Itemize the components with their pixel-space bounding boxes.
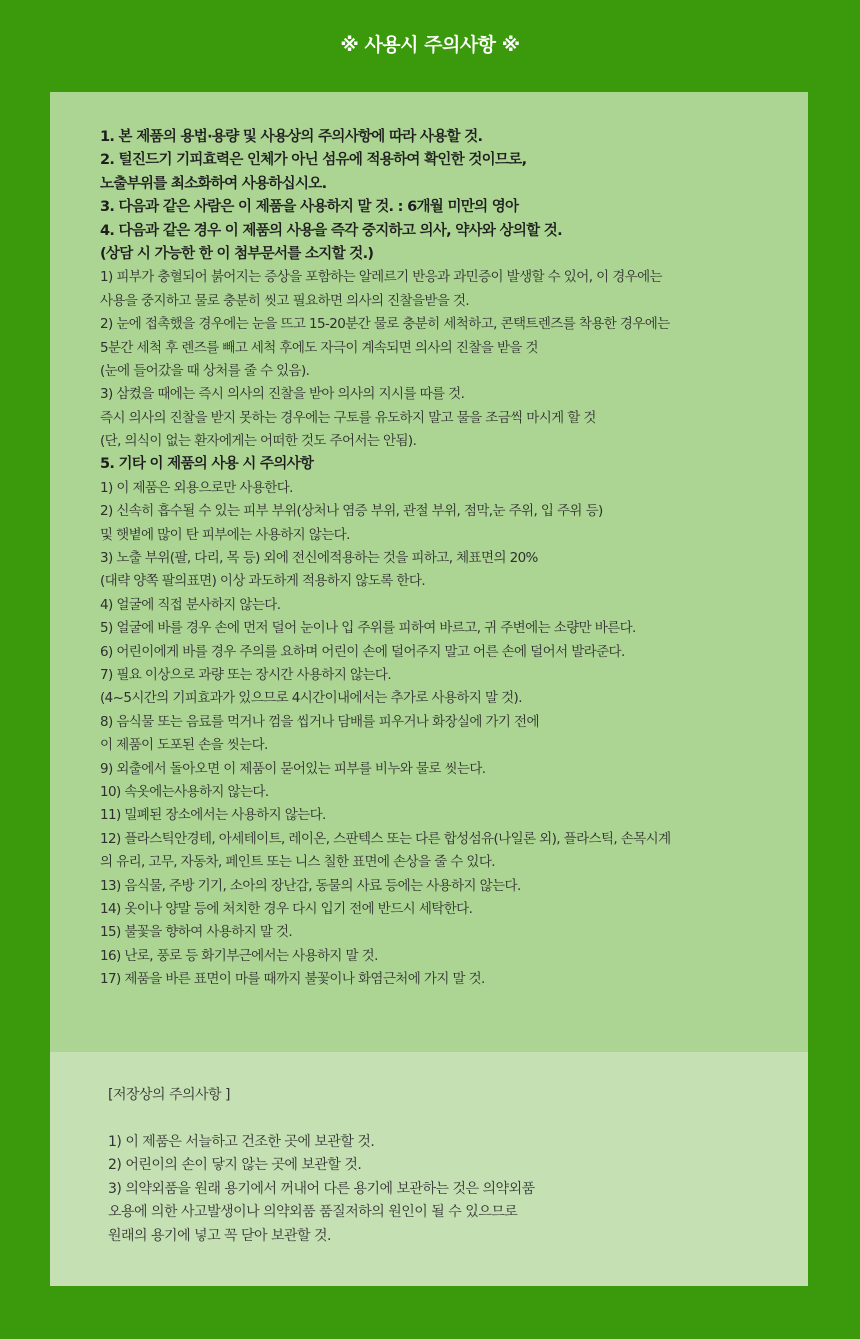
precaution-heading-line: 1. 본 제품의 용법·용량 및 사용상의 주의사항에 따라 사용할 것. (100, 129, 483, 145)
precaution-line: 12) 플라스틱안경테, 아세테이트, 레이온, 스판텍스 또는 다른 합성섬유(나일론 외), 플라스틱, 손목시계 (100, 830, 671, 847)
precaution-line: 9) 외출에서 돌아오면 이 제품이 묻어있는 피부를 비누와 물로 씻는다. (100, 760, 486, 777)
storage-line: 3) 의약외품을 원래 용기에서 꺼내어 다른 용기에 보관하는 것은 의약외품 (108, 1180, 535, 1197)
precaution-line: 2) 신속히 흡수될 수 있는 피부 부위(상처나 염증 부위, 관절 부위, 점막,눈 주위, 입 주위 등) (100, 503, 603, 520)
precautions-panel (50, 92, 808, 1052)
precaution-line: 즉시 의사의 진찰을 받지 못하는 경우에는 구토를 유도하지 말고 물을 조금씩 마시게 할 것 (100, 409, 596, 426)
storage-panel (50, 1052, 808, 1286)
precaution-line: 의 유리, 고무, 자동차, 페인트 또는 니스 칠한 표면에 손상을 줄 수 있다. (100, 854, 495, 871)
precaution-line: 16) 난로, 풍로 등 화기부근에서는 사용하지 말 것. (100, 947, 378, 964)
precaution-line: 및 햇볕에 많이 탄 피부에는 사용하지 않는다. (100, 526, 350, 543)
precaution-line: 1) 이 제품은 외용으로만 사용한다. (100, 479, 293, 496)
precaution-line: (단, 의식이 없는 환자에게는 어떠한 것도 주어서는 안됨). (100, 433, 417, 450)
precaution-line: 11) 밀폐된 장소에서는 사용하지 않는다. (100, 807, 326, 824)
precaution-line: 이 제품이 도포된 손을 씻는다. (100, 737, 268, 754)
precaution-line: 8) 음식물 또는 음료를 먹거나 껌을 씹거나 담배를 피우거나 화장실에 가기 전에 (100, 713, 539, 730)
precaution-line: 6) 어린이에게 바를 경우 주의를 요하며 어린이 손에 덜어주지 말고 어른 손에 덜어서 발라준다. (100, 643, 625, 660)
precaution-line: 3) 노출 부위(팔, 다리, 목 등) 외에 전신에적용하는 것을 피하고, 체표면의 20% (100, 550, 538, 567)
precaution-heading-line: 노출부위를 최소화하여 사용하십시오. (100, 175, 327, 192)
precaution-line: (눈에 들어갔을 때 상처를 줄 수 있음). (100, 362, 310, 379)
precaution-heading-line: (상담 시 가능한 한 이 첨부문서를 소지할 것.) (100, 245, 374, 262)
page-title: ※ 사용시 주의사항 ※ (340, 33, 520, 56)
precaution-line: 14) 옷이나 양말 등에 처치한 경우 다시 입기 전에 반드시 세탁한다. (100, 900, 473, 917)
precaution-line: 10) 속옷에는사용하지 않는다. (100, 783, 269, 800)
storage-line: 2) 어린이의 손이 닿지 않는 곳에 보관할 것. (108, 1157, 362, 1173)
precaution-heading-line: 4. 다음과 같은 경우 이 제품의 사용을 즉각 중지하고 의사, 약사와 상의할 것. (100, 222, 562, 239)
precaution-line: 7) 필요 이상으로 과량 또는 장시간 사용하지 않는다. (100, 666, 392, 683)
precaution-line: 4) 얼굴에 직접 분사하지 않는다. (100, 596, 281, 613)
precaution-heading-line: 2. 털진드기 기피효력은 인체가 아닌 섬유에 적용하여 확인한 것이므로, (100, 152, 527, 169)
precaution-line: 1) 피부가 충혈되어 붉어지는 증상을 포함하는 알레르기 반응과 과민증이 발생할 수 있어, 이 경우에는 (100, 269, 662, 286)
storage-line: 원래의 용기에 넣고 꼭 닫아 보관할 것. (108, 1227, 332, 1244)
precaution-line: 2) 눈에 접촉했을 경우에는 눈을 뜨고 15-20분간 물로 충분히 세척하고, 콘택트렌즈를 착용한 경우에는 (100, 316, 670, 333)
page-header (0, 0, 860, 92)
precaution-line: 사용을 중지하고 물로 충분히 씻고 필요하면 의사의 진찰을받을 것. (100, 292, 470, 309)
storage-list (108, 1084, 788, 1248)
precaution-line: (4~5시간의 기피효과가 있으므로 4시간이내에서는 추가로 사용하지 말 것). (100, 690, 522, 707)
precaution-heading-line: 3. 다음과 같은 사람은 이 제품을 사용하지 말 것. : 6개월 미만의 영아 (100, 199, 519, 216)
precautions-list (100, 126, 800, 991)
storage-title: [저장상의 주의사항 ] (108, 1087, 231, 1103)
precaution-line: 3) 삼켰을 때에는 즉시 의사의 진찰을 받아 의사의 지시를 따를 것. (100, 386, 465, 403)
precaution-line: 17) 제품을 바른 표면이 마를 때까지 불꽃이나 화염근처에 가지 말 것. (100, 971, 485, 988)
precaution-line: 5분간 세척 후 렌즈를 빼고 세척 후에도 자극이 계속되면 의사의 진찰을 받을 것 (100, 339, 538, 356)
storage-line: 1) 이 제품은 서늘하고 건조한 곳에 보관할 것. (108, 1133, 375, 1150)
precaution-line: 13) 음식물, 주방 기기, 소아의 장난감, 동물의 사료 등에는 사용하지 않는다. (100, 877, 521, 894)
precaution-line: 5) 얼굴에 바를 경우 손에 먼저 덜어 눈이나 입 주위를 피하여 바르고, 귀 주변에는 소량만 바른다. (100, 620, 636, 637)
precaution-heading-line: 5. 기타 이 제품의 사용 시 주의사항 (100, 456, 314, 473)
precaution-line: 15) 불꽃을 향하여 사용하지 말 것. (100, 924, 293, 941)
precaution-line: (대략 양쪽 팔의표면) 이상 과도하게 적용하지 않도록 한다. (100, 573, 426, 590)
storage-line: 오용에 의한 사고발생이나 의약외품 품질저하의 원인이 될 수 있으므로 (108, 1204, 518, 1220)
